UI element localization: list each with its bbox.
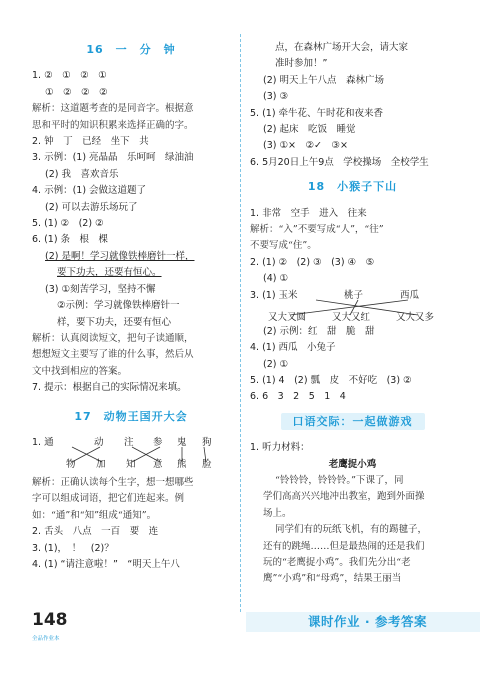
right-column <box>250 40 455 588</box>
answer-line: (3) ①刻苦学习，坚持不懈 <box>45 283 156 295</box>
match-top-item: 西瓜 <box>400 289 420 301</box>
story-line: 同学们有的玩纸飞机，有的踢毽子， <box>275 524 428 536</box>
answer-line: (2) 明天上午八点 森林广场 <box>263 74 384 86</box>
answer-line: 1. 非常 空手 进入 往来 <box>250 207 367 219</box>
match-bottom-item: 又大又圆 <box>268 311 307 323</box>
explanation-line: 思和平时的知识积累来选择正确的字。 <box>32 119 194 131</box>
answer-line: 5. (1) 4 (2) 瓢 皮 不好吃 (3) ② <box>250 374 412 386</box>
answer-line: 2. (1) ② (2) ③ (3) ④ ⑤ <box>250 256 375 268</box>
lesson-18-title: 18 小猴子下山 <box>307 180 398 194</box>
match-top-char: 注 <box>124 436 134 448</box>
answer-line: 6. 6 3 2 5 1 4 <box>250 391 346 403</box>
story-line: 学们高高兴兴地冲出教室，跑到外面操 <box>263 491 425 503</box>
publisher-label: 全品作业本 <box>32 636 60 642</box>
listening-question: 1. 听力材料： <box>250 442 310 454</box>
match-bottom-char: 意 <box>153 458 163 470</box>
story-line: 玩的“老鹰捉小鸡”。我们先分出“老 <box>263 556 411 568</box>
answer-line: 5. (1) ② (2) ② <box>32 218 104 230</box>
answer-line: (3) ①× ②✓ ③× <box>263 140 348 152</box>
match-top-char: 鬼 <box>177 436 187 448</box>
footer-title: 课时作业 · 参考答案 <box>308 614 427 629</box>
answer-line: ① ② ② ② <box>45 86 108 98</box>
match-bottom-char: 物 <box>66 458 76 470</box>
answer-line: (2) 是啊！学习就像铁棒磨针一样， <box>45 250 195 262</box>
answer-line: 3. 示例：(1) 亮晶晶 乐呵呵 绿油油 <box>32 152 194 164</box>
character-matching <box>32 435 230 471</box>
answer-line: ②示例：学习就像铁棒磨针一 <box>57 300 180 312</box>
answer-line: 5. (1) 牵牛花、午时花和夜来香 <box>250 107 384 119</box>
page-number: 148 <box>32 610 68 630</box>
answer-line: 4. 示例：(1) 会做这道题了 <box>32 185 147 197</box>
answer-line: 3. (1)， ！ (2)？ <box>32 542 114 554</box>
answer-line: (2) ① <box>263 358 288 370</box>
answer-line: 2. 舌头 八点 一百 要 连 <box>32 526 159 538</box>
explanation-line: 不要写成“住”。 <box>250 240 317 252</box>
match-bottom-item: 又大又多 <box>396 311 435 323</box>
answer-line: 2. 钟 丁 已经 坐下 共 <box>32 136 149 148</box>
explanation-line: 如：“通”和“知”组成“通知”。 <box>32 509 157 521</box>
story-line: 场上。 <box>263 507 292 519</box>
explanation-line: 想想短文主要写了谁的什么事，然后从 <box>32 349 194 361</box>
fruit-matching <box>250 288 455 324</box>
answer-line: (2) 可以去游乐场玩了 <box>45 201 138 213</box>
story-line: 鹰”“小鸡”和“母鸡”，结果王丽当 <box>263 573 402 585</box>
story-line: 还有的跳绳……但是最热闹的还是我们 <box>263 540 425 552</box>
lesson-17-title: 17 动物王国开大会 <box>74 409 188 423</box>
answer-line: 要下功夫，还要有恒心。 <box>57 267 162 279</box>
match-bottom-item: 又大又红 <box>332 311 371 323</box>
answer-line: (4) ① <box>263 273 288 285</box>
explanation-line: 解析：正确认读每个生字，想一想哪些 <box>32 476 194 488</box>
answer-line: (3) ③ <box>263 91 288 103</box>
explanation-line: 解析：这道题考查的是同音字。根据意 <box>32 103 194 115</box>
answer-line: 7. 提示：根据自己的实际情况来填。 <box>32 382 187 394</box>
answer-line: 准时参加！” <box>275 58 328 70</box>
answer-line: 6. 5月20日上午9点 学校操场 全校学生 <box>250 156 429 168</box>
story-title: 老鹰捉小鸡 <box>328 458 377 470</box>
answer-line: 4. (1) 西瓜 小兔子 <box>250 342 336 354</box>
match-top-char: 动 <box>94 436 104 448</box>
explanation-line: 字可以组成词语，把它们连起来。例 <box>32 493 185 505</box>
answer-line: (2) 我 喜欢音乐 <box>45 168 119 180</box>
story-line: “铃铃铃，铃铃铃。”下课了，同 <box>275 474 404 486</box>
left-column <box>32 38 230 573</box>
match-top-char: 1. 通 <box>32 436 54 448</box>
lesson-16-title: 16 一 分 钟 <box>86 43 176 56</box>
answer-line: (2) 起床 吃饭 睡觉 <box>263 124 356 136</box>
answer-line: 4. (1) “请注意啦！” “明天上午八 <box>32 558 180 570</box>
match-bottom-char: 熊 <box>177 458 187 470</box>
explanation-line: 文中找到相应的答案。 <box>32 365 128 377</box>
match-top-char: 狗 <box>202 436 212 448</box>
explanation-line: 解析：“入”不要写成“人”，“往” <box>250 224 384 236</box>
match-top-char: 参 <box>153 436 163 448</box>
answer-line: 点，在森林广场开大会，请大家 <box>275 42 409 53</box>
oral-communication-title: 口语交际：一起做游戏 <box>250 414 455 430</box>
answer-line: 6. (1) 条 根 棵 <box>32 234 109 246</box>
match-bottom-char: 加 <box>96 458 106 470</box>
answer-line: 样，要下功夫，还要有恒心 <box>57 316 172 328</box>
answer-line: 1. ② ① ② ① <box>32 70 107 82</box>
match-top-item: 3. (1) 玉米 <box>250 289 298 301</box>
explanation-line: 解析：认真阅读短文，把句子读通顺， <box>32 332 194 344</box>
match-bottom-char: 脸 <box>202 458 212 470</box>
column-divider <box>240 34 241 612</box>
match-top-item: 桃子 <box>344 289 364 301</box>
answer-line: (2) 示例：红 甜 脆 甜 <box>263 325 375 337</box>
match-bottom-char: 知 <box>126 458 136 470</box>
